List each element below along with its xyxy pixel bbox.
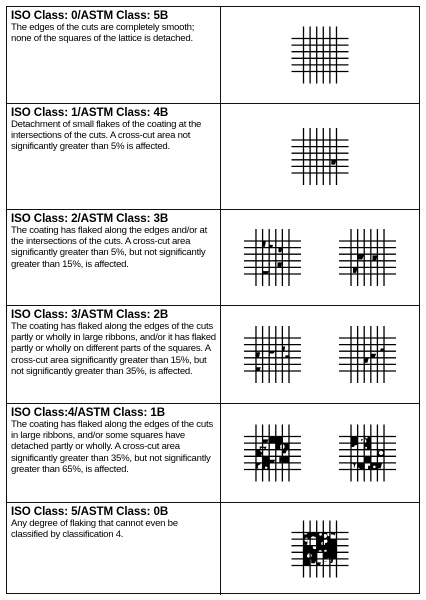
class-title: ISO Class: 3/ASTM Class: 2B (11, 308, 169, 321)
crosscut-figure (221, 210, 419, 305)
class-title: ISO Class: 5/ASTM Class: 0B (11, 505, 169, 518)
flake-mark (330, 534, 335, 539)
class-description: The coating has flaked along the edges of the cuts partly or wholly in large ribbons, and/or it has flaked partly or wholly on different parts of the squares. A cross-cut area significantly greater than 15%, but not significantly greater than 35%, is affected. (11, 321, 216, 377)
class-text-cell (7, 210, 221, 305)
class-figure-cell (221, 503, 419, 595)
flake-mark (365, 447, 367, 449)
class-row-4 (7, 404, 419, 503)
crosscut-grid (244, 425, 301, 482)
crosscut-grid (244, 326, 301, 383)
class-description: Detachment of small flakes of the coating at the intersections of the cuts. A cross-cut area not significantly greater than 5% is affected. (11, 119, 202, 153)
class-row-3 (7, 306, 419, 404)
class-description: Any degree of flaking that cannot even be classified by classification 4. (11, 518, 178, 541)
flake-mark (311, 559, 317, 563)
class-description: The coating has flaked along the edges of the cuts in large ribbons, and/or some squares have detached partly or wholly. A cross-cut area significantly greater than 35%, but not significantly greater than 65%, is affected. (11, 419, 213, 475)
flake-mark (364, 456, 371, 463)
class-text-cell (7, 404, 221, 502)
crosscut-grid (244, 229, 301, 286)
class-text-cell (7, 306, 221, 403)
class-row-5 (7, 503, 419, 595)
class-figure-cell (221, 104, 419, 209)
crosscut-figure (221, 306, 419, 403)
class-text-cell (7, 104, 221, 209)
flake-mark (277, 262, 282, 267)
flake-mark (265, 467, 268, 470)
class-row-1 (7, 104, 419, 210)
class-description: The coating has flaked along the edges and/or at the intersections of the cuts. A cross-cut area significantly greater than 5%, but not significantly greater than 15%, is affected. (11, 225, 208, 270)
class-figure-cell (221, 7, 419, 103)
crosscut-grid (339, 229, 396, 286)
class-figure-cell (221, 404, 419, 502)
crosscut-grid (339, 326, 396, 383)
crosscut-figure (221, 104, 419, 209)
flake-mark (280, 466, 282, 468)
crosscut-grid (292, 27, 349, 84)
flake-mark (379, 451, 383, 455)
class-row-0 (7, 7, 419, 104)
class-title: ISO Class: 2/ASTM Class: 3B (11, 212, 169, 225)
class-figure-cell (221, 210, 419, 305)
class-text-cell (7, 7, 221, 103)
flake-mark (331, 160, 336, 165)
flake-mark (349, 464, 354, 469)
flake-mark (373, 255, 378, 260)
flake-mark (377, 463, 382, 468)
crosscut-figure (221, 7, 419, 103)
crosscut-grid (339, 425, 396, 482)
flake-mark (282, 456, 289, 463)
flake-mark (358, 254, 365, 259)
flake-mark (304, 559, 311, 566)
class-title: ISO Class:4/ASTM Class: 1B (11, 406, 165, 419)
class-description: The edges of the cuts are completely smooth; none of the squares of the lattice is detached. (11, 22, 195, 45)
flake-mark (359, 459, 361, 461)
flake-mark (330, 552, 337, 559)
class-title: ISO Class: 0/ASTM Class: 5B (11, 9, 169, 22)
flake-mark (330, 546, 337, 553)
flake-mark (364, 443, 371, 450)
flake-mark (276, 437, 283, 444)
flake-mark (323, 552, 330, 559)
flake-mark (258, 465, 263, 470)
classification-table (6, 6, 420, 594)
flake-mark (364, 358, 369, 363)
crosscut-grid (292, 521, 349, 578)
class-row-2 (7, 210, 419, 306)
flake-mark (263, 456, 270, 463)
crosscut-figure (221, 404, 419, 502)
flake-mark (304, 546, 311, 553)
flake-mark (330, 539, 337, 546)
crosscut-figure (221, 503, 419, 595)
crosscut-grid (292, 128, 349, 185)
flake-mark (373, 466, 376, 469)
flake-mark (353, 267, 358, 272)
class-text-cell (7, 503, 221, 595)
flake-mark (269, 437, 276, 444)
class-title: ISO Class: 1/ASTM Class: 4B (11, 106, 169, 119)
class-figure-cell (221, 306, 419, 403)
flake-mark (351, 437, 358, 444)
flake-mark (319, 533, 322, 536)
